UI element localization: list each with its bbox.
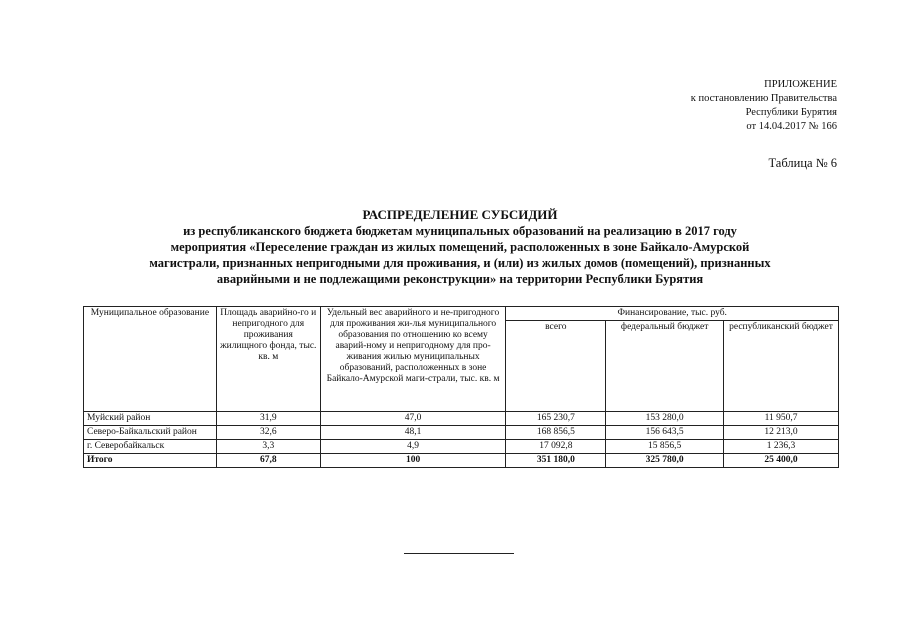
header-financing: Финансирование, тыс. руб.: [506, 307, 839, 321]
header-municipality: Муниципальное образование: [84, 307, 217, 412]
cell-republican: 12 213,0: [724, 426, 839, 440]
cell-area: 32,6: [216, 426, 320, 440]
cell-total: 351 180,0: [506, 454, 606, 468]
cell-municipality: Северо-Байкальский район: [84, 426, 217, 440]
cell-share: 47,0: [320, 412, 506, 426]
document-title: [70, 207, 850, 287]
title-main: РАСПРЕДЕЛЕНИЕ СУБСИДИЙ: [362, 207, 558, 222]
table-number: Таблица № 6: [768, 156, 837, 170]
appendix-line: к постановлению Правительства: [690, 93, 837, 104]
title-line: магистрали, признанных непригодными для проживания, и (или) из жилых домов (помещений), признанных: [149, 256, 771, 270]
cell-share: 100: [320, 454, 506, 468]
appendix-date: от 14.04.2017 № 166: [746, 121, 837, 132]
table-total-row: [84, 454, 839, 468]
header-share: Удельный вес аварийного и не-пригодного для проживания жи-лья муниципального образования по отношению ко всему аварий-ному и непригодному для про-живания жилью муниципальных образований, расположенных в зоне Байкало-Амурской маги-страли, тыс. кв. м: [320, 307, 506, 412]
cell-total: 17 092,8: [506, 440, 606, 454]
cell-share: 4,9: [320, 440, 506, 454]
header-federal: федеральный бюджет: [606, 321, 724, 412]
cell-area: 3,3: [216, 440, 320, 454]
cell-municipality: г. Северобайкальск: [84, 440, 217, 454]
cell-federal: 325 780,0: [606, 454, 724, 468]
cell-federal: 156 643,5: [606, 426, 724, 440]
appendix-title: ПРИЛОЖЕНИЕ: [764, 79, 837, 90]
appendix-line: Республики Бурятия: [745, 107, 837, 118]
cell-total: 165 230,7: [506, 412, 606, 426]
cell-republican: 1 236,3: [724, 440, 839, 454]
title-line: из республиканского бюджета бюджетам муниципальных образований на реализацию в 2017 году: [183, 224, 737, 238]
table-row: [84, 426, 839, 440]
cell-share: 48,1: [320, 426, 506, 440]
cell-total: 168 856,5: [506, 426, 606, 440]
cell-federal: 153 280,0: [606, 412, 724, 426]
cell-municipality: Муйский район: [84, 412, 217, 426]
table-row: [84, 440, 839, 454]
subsidy-table: [83, 306, 839, 468]
table-row: [84, 412, 839, 426]
cell-area: 67,8: [216, 454, 320, 468]
cell-total-label: Итого: [84, 454, 217, 468]
table-header-row: [84, 307, 839, 321]
header-area: Площадь аварийно-го и непригодного для проживания жилищного фонда, тыс. кв. м: [216, 307, 320, 412]
header-total: всего: [506, 321, 606, 412]
title-line: мероприятия «Переселение граждан из жилых помещений, расположенных в зоне Байкало-Амурской: [170, 240, 750, 254]
header-republican: республиканский бюджет: [724, 321, 839, 412]
cell-republican: 11 950,7: [724, 412, 839, 426]
footer-divider: [404, 553, 514, 554]
cell-area: 31,9: [216, 412, 320, 426]
title-line: аварийными и не подлежащими реконструкции» на территории Республики Бурятия: [216, 272, 704, 286]
cell-federal: 15 856,5: [606, 440, 724, 454]
appendix-block: [691, 78, 837, 134]
cell-republican: 25 400,0: [724, 454, 839, 468]
